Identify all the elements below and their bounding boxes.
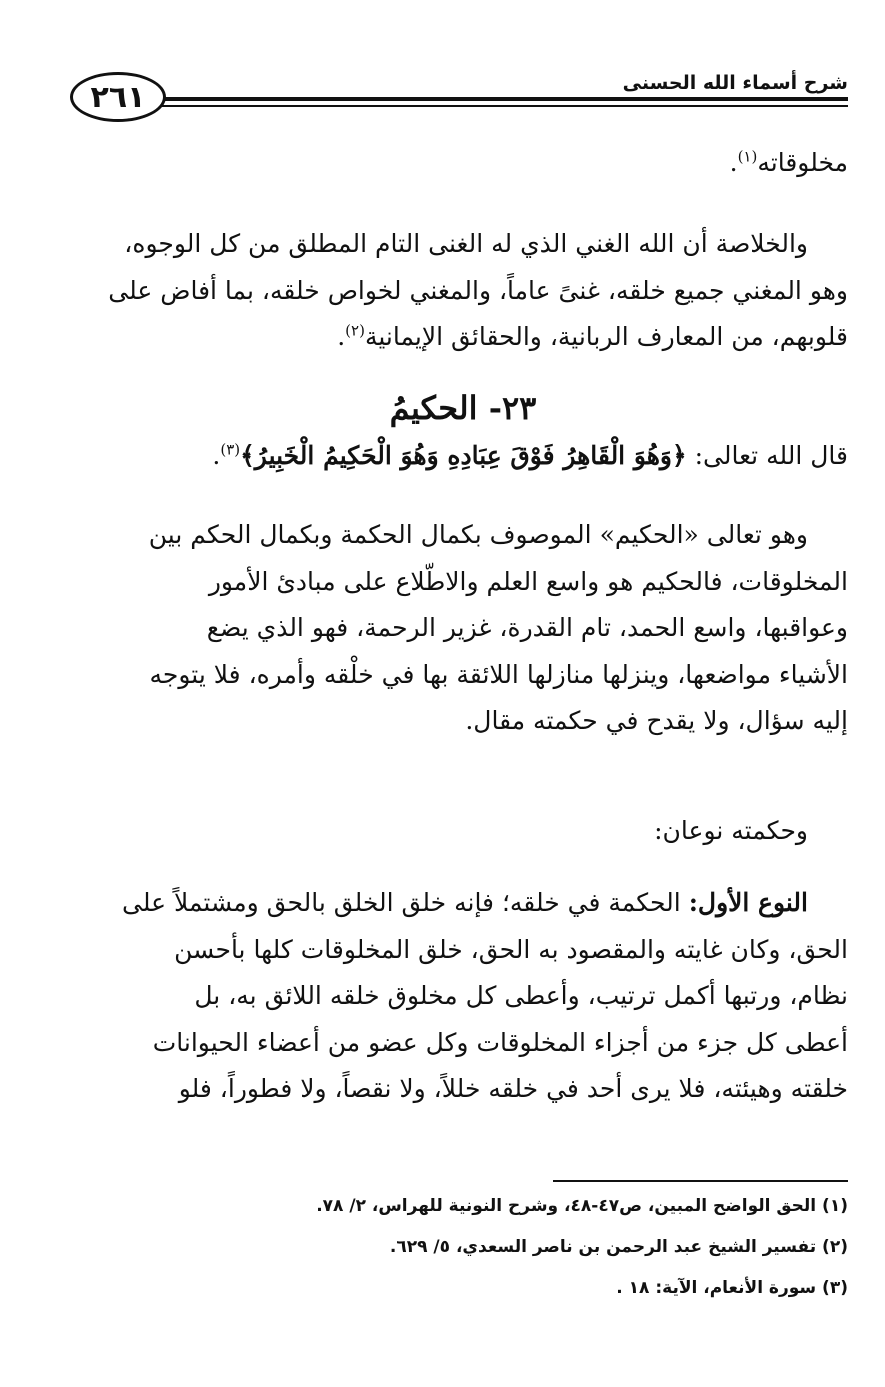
footnote-2: (٢) تفسير الشيخ عبد الرحمن بن ناصر السعدي، ٥/ ٦٢٩. xyxy=(389,1237,848,1257)
page-header xyxy=(70,70,848,130)
header-rule-thick xyxy=(162,97,848,101)
text-line: إليه سؤال، ولا يقدح في حكمته مقال. xyxy=(465,706,848,735)
paragraph-first-type xyxy=(78,880,848,1113)
book-title: شرح أسماء الله الحسنى xyxy=(617,70,848,96)
text-line: الحق، وكان غايته والمقصود به الحق، خلق المخلوقات كلها بأحسن xyxy=(174,934,848,964)
text-line: وهو تعالى «الحكيم» الموصوف بكمال الحكمة وبكمال الحكم بين xyxy=(148,520,808,549)
text-line: وهو المغني جميع خلقه، غنىً عاماً، والمغني لخواص خلقه، بما أفاض على xyxy=(108,275,848,305)
text-line: النوع الأول: الحكمة في خلقه؛ فإنه خلق الخلق بالحق ومشتملاً على xyxy=(122,888,808,917)
text-line: نظام، ورتبها أكمل ترتيب، وأعطى كل مخلوق خلقه اللائق به، بل xyxy=(194,981,848,1010)
quran-verse-line: قال الله تعالى: ﴿وَهُوَ الْقَاهِرُ فَوْقَ عِبَادِهِ وَهُوَ الْحَكِيمُ الْخَبِيرُ﴾$^{(٣)}$. xyxy=(212,440,848,470)
text-line: أعطى كل جزء من أجزاء المخلوقات وكل عضو من أعضاء الحيوانات xyxy=(152,1027,848,1057)
footnote-separator xyxy=(553,1180,848,1182)
verse-intro: قال الله تعالى: xyxy=(694,441,848,470)
footnote-1: (١) الحق الواضح المبين، ص٤٧-٤٨، وشرح النونية للهراس، ٢/ ٧٨. xyxy=(316,1196,848,1216)
text-line: خلقته وهيئته، فلا يرى أحد في خلقه خللاً، ولا نقصاً، ولا فطوراً، فلو xyxy=(178,1074,848,1103)
text-line: الأشياء مواضعها، وينزلها منازلها اللائقة بها في خلْقه وأمره، فلا يتوجه xyxy=(149,659,848,689)
paragraph-types-intro xyxy=(78,808,848,855)
footnote-3: (٣) سورة الأنعام، الآية: ١٨ . xyxy=(616,1278,848,1298)
quran-verse: ﴿وَهُوَ الْقَاهِرُ فَوْقَ عِبَادِهِ وَهُوَ الْحَكِيمُ الْخَبِيرُ﴾ xyxy=(240,441,687,470)
text-line: وعواقبها، واسع الحمد، تام القدرة، غزير الرحمة، فهو الذي يضع xyxy=(206,613,848,642)
footnote-ref: (٣) xyxy=(220,440,241,459)
footnotes xyxy=(78,1186,848,1309)
footnote-ref: (١) xyxy=(737,147,758,166)
paragraph-definition xyxy=(78,512,848,745)
text-line: المخلوقات، فالحكيم هو واسع العلم والاطّلاع على مبادئ الأمور xyxy=(208,566,848,596)
text-line: قلوبهم، من المعارف الربانية، والحقائق الإيمانية$^{(٢)}$. xyxy=(337,321,848,351)
text-line: وحكمته نوعان: xyxy=(654,816,808,845)
footnote-ref: (٢) xyxy=(345,321,365,340)
text-line: مخلوقاته$^{(١)}$. xyxy=(729,147,848,177)
type-label: النوع الأول: xyxy=(688,888,808,917)
section-heading: ٢٣- الحكيمُ xyxy=(389,389,537,427)
continuation-line xyxy=(78,140,848,187)
paragraph-summary xyxy=(78,221,848,361)
header-rule-thin xyxy=(162,105,848,107)
text-line: والخلاصة أن الله الغني الذي له الغنى التام المطلق من كل الوجوه، xyxy=(124,229,808,258)
page-number: ٢٦١ xyxy=(70,72,166,122)
